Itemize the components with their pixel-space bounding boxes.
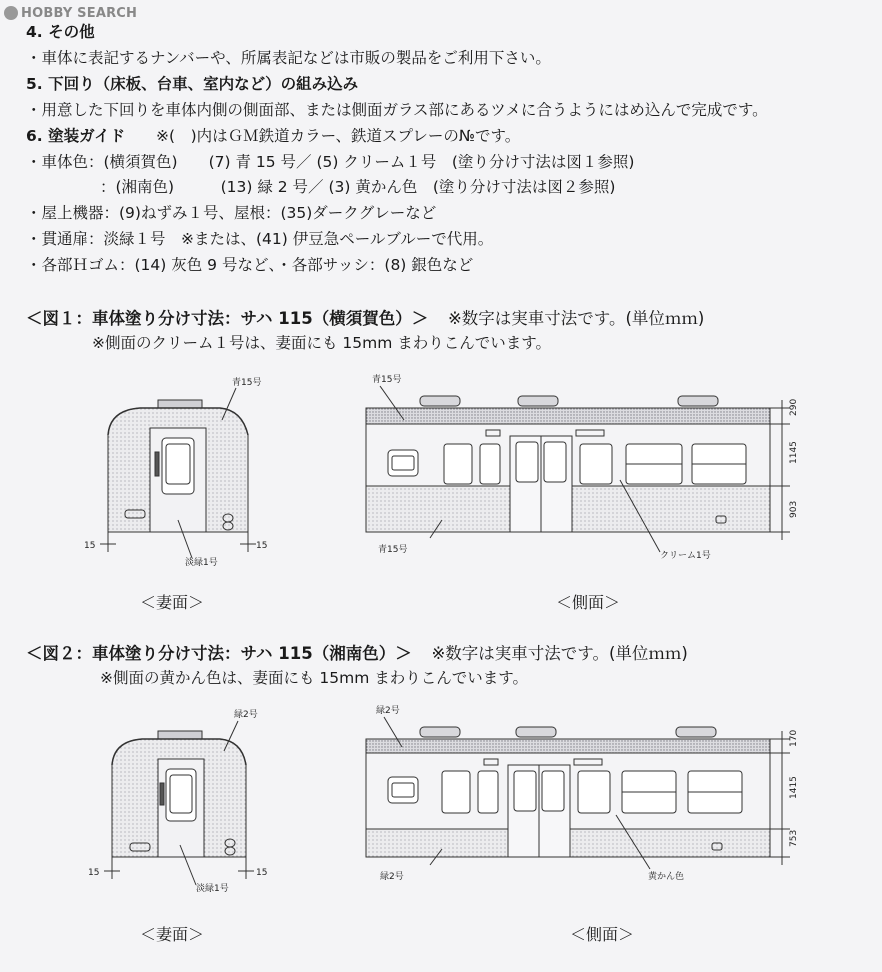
fig1-drawing	[0, 360, 882, 610]
fig1-side-top-label: 青15号	[372, 375, 402, 385]
fig1-caption-title: ＜図１：車体塗り分け寸法：サハ 115（横須賀色）＞	[26, 309, 429, 328]
section6-line1: ・車体色：(横須賀色) (7) 青 15 号／ (5) クリーム１号 (塗り分け寸法は図１参照)	[26, 153, 635, 171]
hobby-search-logo-icon	[4, 6, 18, 20]
section6-line4: ・貫通扉：淡緑１号 ※または、(41) 伊豆急ペールブルーで代用。	[26, 230, 494, 248]
fig1-side-bottom-label: 青15号	[378, 545, 408, 555]
watermark-text: HOBBY SEARCH	[21, 5, 138, 21]
fig2-dim-bottom: 753	[789, 829, 799, 847]
fig1-end-dim-left: 15	[84, 541, 96, 551]
section5-line1: ・用意した下回りを車体内側の側面部、または側面ガラス部にあるツメに合うようにはめ込んで完成です。	[26, 101, 768, 119]
fig2-end-top-label: 緑2号	[234, 710, 258, 720]
fig2-dim-top: 170	[789, 729, 799, 747]
fig1-end-caption: ＜妻面＞	[140, 593, 205, 612]
fig2-side-view	[366, 727, 790, 869]
section4-line1: ・車体に表記するナンバーや、所属表記などは市販の製品をご利用下さい。	[26, 49, 551, 67]
fig2-side-top-label: 緑2号	[376, 706, 400, 716]
fig1-dim-mid: 1145	[789, 441, 799, 464]
fig2-caption-note: ※数字は実車寸法です。(単位ｍｍ)	[431, 644, 688, 663]
section4-title: 4. その他	[26, 23, 95, 41]
fig1-dim-top: 290	[789, 398, 799, 416]
fig2-end-caption: ＜妻面＞	[140, 925, 205, 944]
fig2-caption-title: ＜図２：車体塗り分け寸法：サハ 115（湘南色）＞	[26, 644, 412, 663]
fig1-end-view	[100, 400, 256, 558]
fig2-side-bottom-label: 緑2号	[380, 872, 404, 882]
section6-line2: ：(湘南色) (13) 緑 2 号／ (3) 黄かん色 (塗り分け寸法は図２参照)	[100, 178, 616, 196]
section6-line3: ・屋上機器：(9)ねずみ１号、屋根：(35)ダークグレーなど	[26, 204, 437, 222]
fig1-end-door-label: 淡緑1号	[185, 558, 218, 568]
section5-title: 5. 下回り（床板、台車、室内など）の組み込み	[26, 75, 359, 93]
fig2-drawing	[0, 695, 882, 920]
section6-line5: ・各部Ｈゴム：(14) 灰色 9 号など、・各部サッシ：(8) 銀色など	[26, 256, 474, 274]
fig2-end-dim-right: 15	[256, 868, 268, 878]
fig1-end-top-label: 青15号	[232, 378, 262, 388]
fig1-dim-bottom: 903	[789, 500, 799, 518]
fig1-side-caption: ＜側面＞	[556, 593, 621, 612]
fig2-side-orange-label: 黄かん色	[648, 872, 685, 882]
fig1-end-dim-right: 15	[256, 541, 268, 551]
fig2-end-view	[104, 731, 254, 885]
watermark-logo	[4, 4, 137, 22]
fig2-end-dim-left: 15	[88, 868, 100, 878]
fig2-caption	[26, 640, 688, 664]
fig1-caption	[26, 305, 704, 329]
fig1-side-view	[366, 396, 790, 552]
fig1-caption-note: ※数字は実車寸法です。(単位ｍｍ)	[447, 309, 705, 328]
fig1-side-cream-label: クリーム1号	[660, 551, 711, 561]
section6-note: ※( )内はＧＭ鉄道カラー、鉄道スプレーの№です。	[156, 127, 521, 145]
fig2-sub-note: ※側面の黄かん色は、妻面にも 15mm まわりこんでいます。	[100, 669, 529, 687]
fig2-dim-mid: 1415	[789, 776, 799, 799]
fig1-sub-note: ※側面のクリーム１号は、妻面にも 15mm まわりこんでいます。	[92, 334, 552, 352]
fig2-end-door-label: 淡緑1号	[196, 884, 229, 894]
fig2-side-caption: ＜側面＞	[570, 925, 635, 944]
section6-title: 6. 塗装ガイド	[26, 127, 126, 145]
section6-header	[26, 126, 520, 146]
